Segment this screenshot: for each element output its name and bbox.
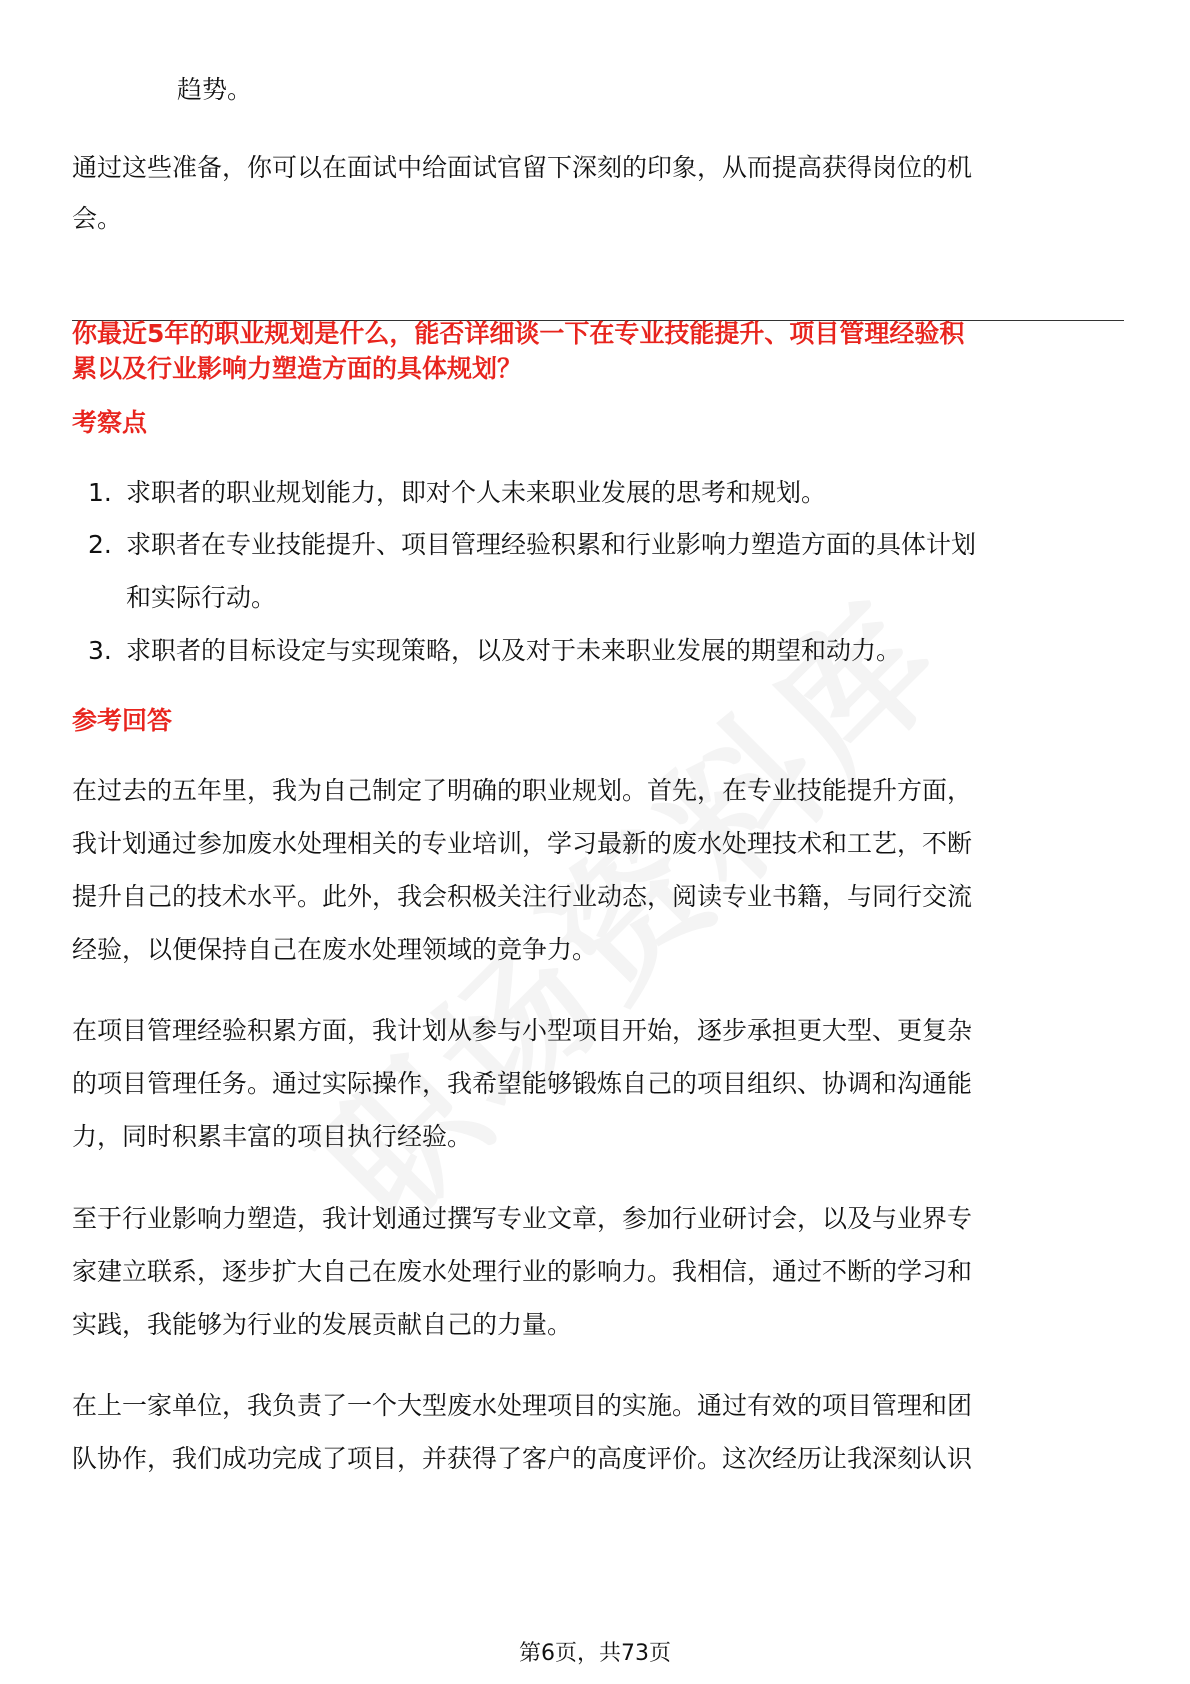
answer-paragraph-line: 在过去的五年里，我为自己制定了明确的职业规划。首先，在专业技能提升方面， xyxy=(72,776,973,805)
answer-paragraph-line: 经验，以便保持自己在废水处理领域的竞争力。 xyxy=(72,935,598,964)
answer-paragraph-line: 我计划通过参加废水处理相关的专业培训，学习最新的废水处理技术和工艺，不断 xyxy=(72,829,973,858)
list-item-number: 3. xyxy=(88,636,112,665)
answer-paragraph-line: 力，同时积累丰富的项目执行经验。 xyxy=(72,1122,473,1151)
list-item-text: 求职者的目标设定与实现策略，以及对于未来职业发展的期望和动力。 xyxy=(126,636,902,665)
assessment-title: 考察点 xyxy=(72,408,148,437)
question-heading-line: 你最近5年的职业规划是什么，能否详细谈一下在专业技能提升、项目管理经验积 xyxy=(72,319,965,348)
intro-closing-line: 会。 xyxy=(72,204,123,233)
list-item-text: 求职者在专业技能提升、项目管理经验积累和行业影响力塑造方面的具体计划 xyxy=(126,530,977,559)
list-item-number: 2. xyxy=(88,530,112,559)
answer-paragraph-line: 队协作，我们成功完成了项目，并获得了客户的高度评价。这次经历让我深刻认识 xyxy=(72,1444,973,1473)
answer-paragraph-line: 家建立联系，逐步扩大自己在废水处理行业的影响力。我相信，通过不断的学习和 xyxy=(72,1257,973,1286)
answer-paragraph-line: 在项目管理经验积累方面，我计划从参与小型项目开始，逐步承担更大型、更复杂 xyxy=(72,1016,973,1045)
answer-title: 参考回答 xyxy=(72,706,173,735)
intro-closing-line: 通过这些准备，你可以在面试中给面试官留下深刻的印象，从而提高获得岗位的机 xyxy=(72,153,973,182)
list-item-text: 和实际行动。 xyxy=(126,583,277,612)
answer-paragraph-line: 的项目管理任务。通过实际操作，我希望能够锻炼自己的项目组织、协调和沟通能 xyxy=(72,1069,973,1098)
answer-paragraph-line: 在上一家单位，我负责了一个大型废水处理项目的实施。通过有效的项目管理和团 xyxy=(72,1391,973,1420)
answer-paragraph-line: 至于行业影响力塑造，我计划通过撰写专业文章，参加行业研讨会，以及与业界专 xyxy=(72,1204,973,1233)
page-number-footer: 第6页，共73页 xyxy=(519,1641,671,1666)
list-item-text: 求职者的职业规划能力，即对个人未来职业发展的思考和规划。 xyxy=(126,478,827,507)
answer-paragraph-line: 提升自己的技术水平。此外，我会积极关注行业动态，阅读专业书籍，与同行交流 xyxy=(72,882,973,911)
intro-tail-line: 趋势。 xyxy=(177,75,253,104)
list-item-number: 1. xyxy=(88,478,112,507)
answer-paragraph-line: 实践，我能够为行业的发展贡献自己的力量。 xyxy=(72,1310,573,1339)
question-heading-line: 累以及行业影响力塑造方面的具体规划？ xyxy=(72,354,523,383)
